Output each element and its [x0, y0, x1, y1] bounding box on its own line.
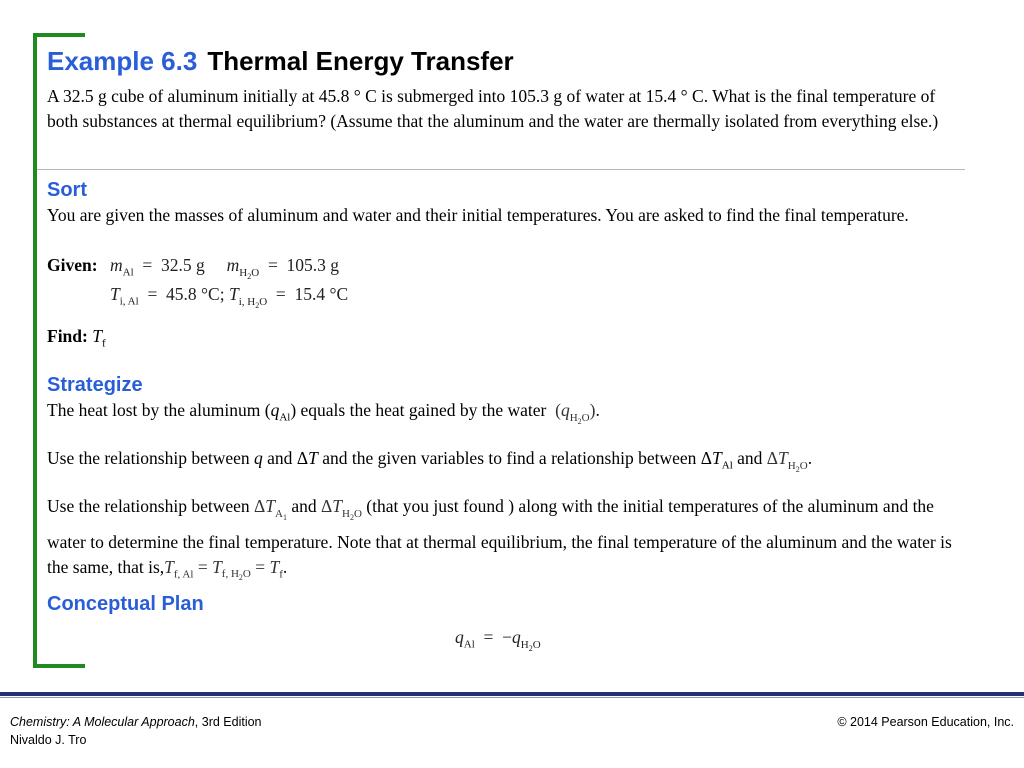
footer-rule-thin: [0, 697, 1024, 698]
strategize-text-3b: and: [291, 496, 317, 516]
problem-statement: A 32.5 g cube of aluminum initially at 45.8 ° C is submerged into 105.3 g of water at 15.4 ° C. What is the final temperature of both substances at thermal equilibrium? (Assume that the aluminum and the water are thermally isolated from everything else.): [47, 86, 939, 131]
given-temperature-equation: $T_{i, Al} = 45.8$ °C; $T_{i, H_2O} = 15.4$ °C: [110, 284, 349, 310]
footer-copyright: © 2014 Pearson Education, Inc.: [837, 715, 1014, 729]
find-label: Find:: [47, 326, 88, 346]
strategize-paragraph-3: Use the relationship between $\Delta T_{A_1}$ and $\Delta T_{H_2O}$ (that you just found ) along with the initial temperatures of the aluminum and the water to determine the final temperature. Note that at thermal equilibrium, the final temperature of the aluminum and the water is the same, that $is,T_{f, Al} = T_{f, H_2O} = T_f$.: [47, 496, 952, 583]
footer-edition: , 3rd Edition: [194, 715, 262, 729]
footer-author: Nivaldo J. Tro: [10, 733, 87, 747]
strategize-heading: Strategize: [47, 374, 143, 396]
strategize-text-2b: and: [267, 448, 293, 468]
find-line: Find: $T_f$: [47, 326, 106, 350]
example-number: Example 6.3: [47, 46, 198, 76]
given-mass-equation: $m_{Al} = 32.5$ g $m_{H_2O} = 105.3$ g: [110, 255, 340, 281]
title-topic: Thermal Energy Transfer: [207, 46, 514, 76]
strategize-text-2c: and the given variables to find a relationship between: [322, 448, 697, 468]
footer-book-title: Chemistry: A Molecular Approach: [10, 715, 195, 729]
strategize-line-2: Use the relationship between q and ΔT and the given variables to find a relationship between $\Delta T_{Al}$ and $\Delta T_{H_2O}$.: [47, 448, 813, 474]
strategize-text-3a: Use the relationship between: [47, 496, 250, 516]
given-label: Given:: [47, 255, 98, 275]
footer-book: [10, 715, 262, 729]
slide-title: [47, 44, 514, 78]
sort-text: You are given the masses of aluminum and water and their initial temperatures. You are asked to find the final temperature.: [47, 205, 909, 225]
strategize-line-1: The heat lost by the aluminum $(q_{Al})$ equals the heat gained by the water $(q_{H_2O})$.: [47, 400, 600, 426]
conceptual-plan-heading: Conceptual Plan: [47, 593, 204, 615]
strategize-text-2a: Use the relationship between: [47, 448, 250, 468]
footer-rule: [0, 692, 1024, 696]
sort-heading: Sort: [47, 179, 87, 201]
strategize-text-3c: (that you just found ) along with the initial temperatures of the aluminum and the water to determine the final temperature. Note that at thermal equilibrium, the final temperature of the aluminum and the water is the same, that is,: [47, 496, 952, 577]
strategize-text-2d: and: [737, 448, 763, 468]
conceptual-plan-equation: $q_{Al} = -q_{H_2O}$: [455, 627, 541, 653]
strategize-text-1b: ) equals the heat gained by the water: [290, 400, 547, 420]
divider: [37, 169, 965, 170]
strategize-text-1a: The heat lost by the aluminum (: [47, 400, 271, 420]
